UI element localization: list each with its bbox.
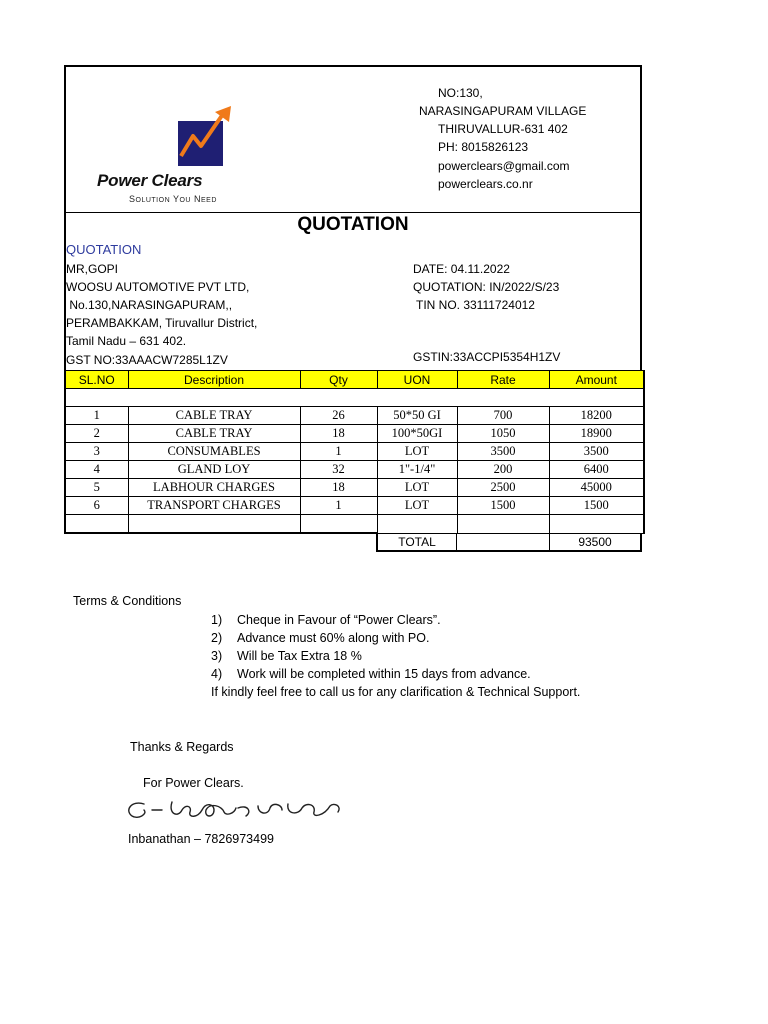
quotation-subtitle: QUOTATION xyxy=(66,242,142,257)
term-4-num: 4) xyxy=(211,667,223,681)
phone: PH: 8015826123 xyxy=(438,140,529,154)
header-rate: Rate xyxy=(457,371,549,389)
term-4: Work will be completed within 15 days from advance. xyxy=(237,667,531,681)
for-company: For Power Clears. xyxy=(143,776,244,790)
header-qty: Qty xyxy=(300,371,377,389)
quotation-date: DATE: 04.11.2022 xyxy=(413,262,510,276)
address-line-2: NARASINGAPURAM VILLAGE xyxy=(419,104,587,118)
items-table xyxy=(64,370,645,534)
term-3-num: 3) xyxy=(211,649,223,663)
table-row: 1 CABLE TRAY 26 50*50 GI 700 18200 xyxy=(65,407,644,425)
empty-row xyxy=(65,515,644,534)
address-line-3: THIRUVALLUR-631 402 xyxy=(438,122,568,136)
term-1-num: 1) xyxy=(211,613,223,627)
header-description: Description xyxy=(128,371,300,389)
table-row: 3 CONSUMABLES 1 LOT 3500 3500 xyxy=(65,443,644,461)
logo-arrow-icon xyxy=(177,106,237,168)
terms-note: If kindly feel free to call us for any clarification & Technical Support. xyxy=(211,685,581,699)
customer-company: WOOSU AUTOMOTIVE PVT LTD, xyxy=(66,280,250,294)
quotation-number: QUOTATION: IN/2022/S/23 xyxy=(413,280,560,294)
term-2: Advance must 60% along with PO. xyxy=(237,631,430,645)
term-2-num: 2) xyxy=(211,631,223,645)
customer-address-2: PERAMBAKKAM, Tiruvallur District, xyxy=(66,316,258,330)
table-row: 2 CABLE TRAY 18 100*50GI 1050 18900 xyxy=(65,425,644,443)
logo-company-name: Power Clears xyxy=(97,171,203,190)
company-logo xyxy=(97,106,237,206)
table-row: 6 TRANSPORT CHARGES 1 LOT 1500 1500 xyxy=(65,497,644,515)
tin-number: TIN NO. 33111724012 xyxy=(416,298,535,312)
term-1: Cheque in Favour of “Power Clears”. xyxy=(237,613,441,627)
page-title: QUOTATION xyxy=(297,214,409,235)
total-value: 93500 xyxy=(578,535,612,549)
total-row xyxy=(376,533,642,552)
website[interactable]: powerclears.co.nr xyxy=(438,177,533,191)
customer-address-1: No.130,NARASINGAPURAM,, xyxy=(66,298,233,312)
customer-name: MR,GOPI xyxy=(66,262,119,276)
total-label: TOTAL xyxy=(378,534,457,550)
table-header-row xyxy=(65,371,644,389)
thanks-regards: Thanks & Regards xyxy=(130,740,234,754)
customer-gst: GST NO:33AAACW7285L1ZV xyxy=(66,353,228,367)
signatory: Inbanathan – 7826973499 xyxy=(128,832,274,846)
header-slno: SL.NO xyxy=(65,371,128,389)
signature-icon xyxy=(118,796,348,824)
gstin-number: GSTIN:33ACCPI5354H1ZV xyxy=(413,350,561,364)
terms-heading: Terms & Conditions xyxy=(73,594,182,608)
table-row: 5 LABHOUR CHARGES 18 LOT 2500 45000 xyxy=(65,479,644,497)
logo-tagline: SOLUTION YOU NEED xyxy=(129,194,217,204)
table-row: 4 GLAND LOY 32 1"-1/4" 200 6400 xyxy=(65,461,644,479)
header-amount: Amount xyxy=(549,371,644,389)
term-3: Will be Tax Extra 18 % xyxy=(237,649,362,663)
address-line-1: NO:130, xyxy=(438,86,483,100)
header-uon: UON xyxy=(377,371,457,389)
spacer-row xyxy=(65,389,644,407)
customer-address-3: Tamil Nadu – 631 402. xyxy=(66,334,187,348)
email[interactable]: powerclears@gmail.com xyxy=(438,159,570,173)
